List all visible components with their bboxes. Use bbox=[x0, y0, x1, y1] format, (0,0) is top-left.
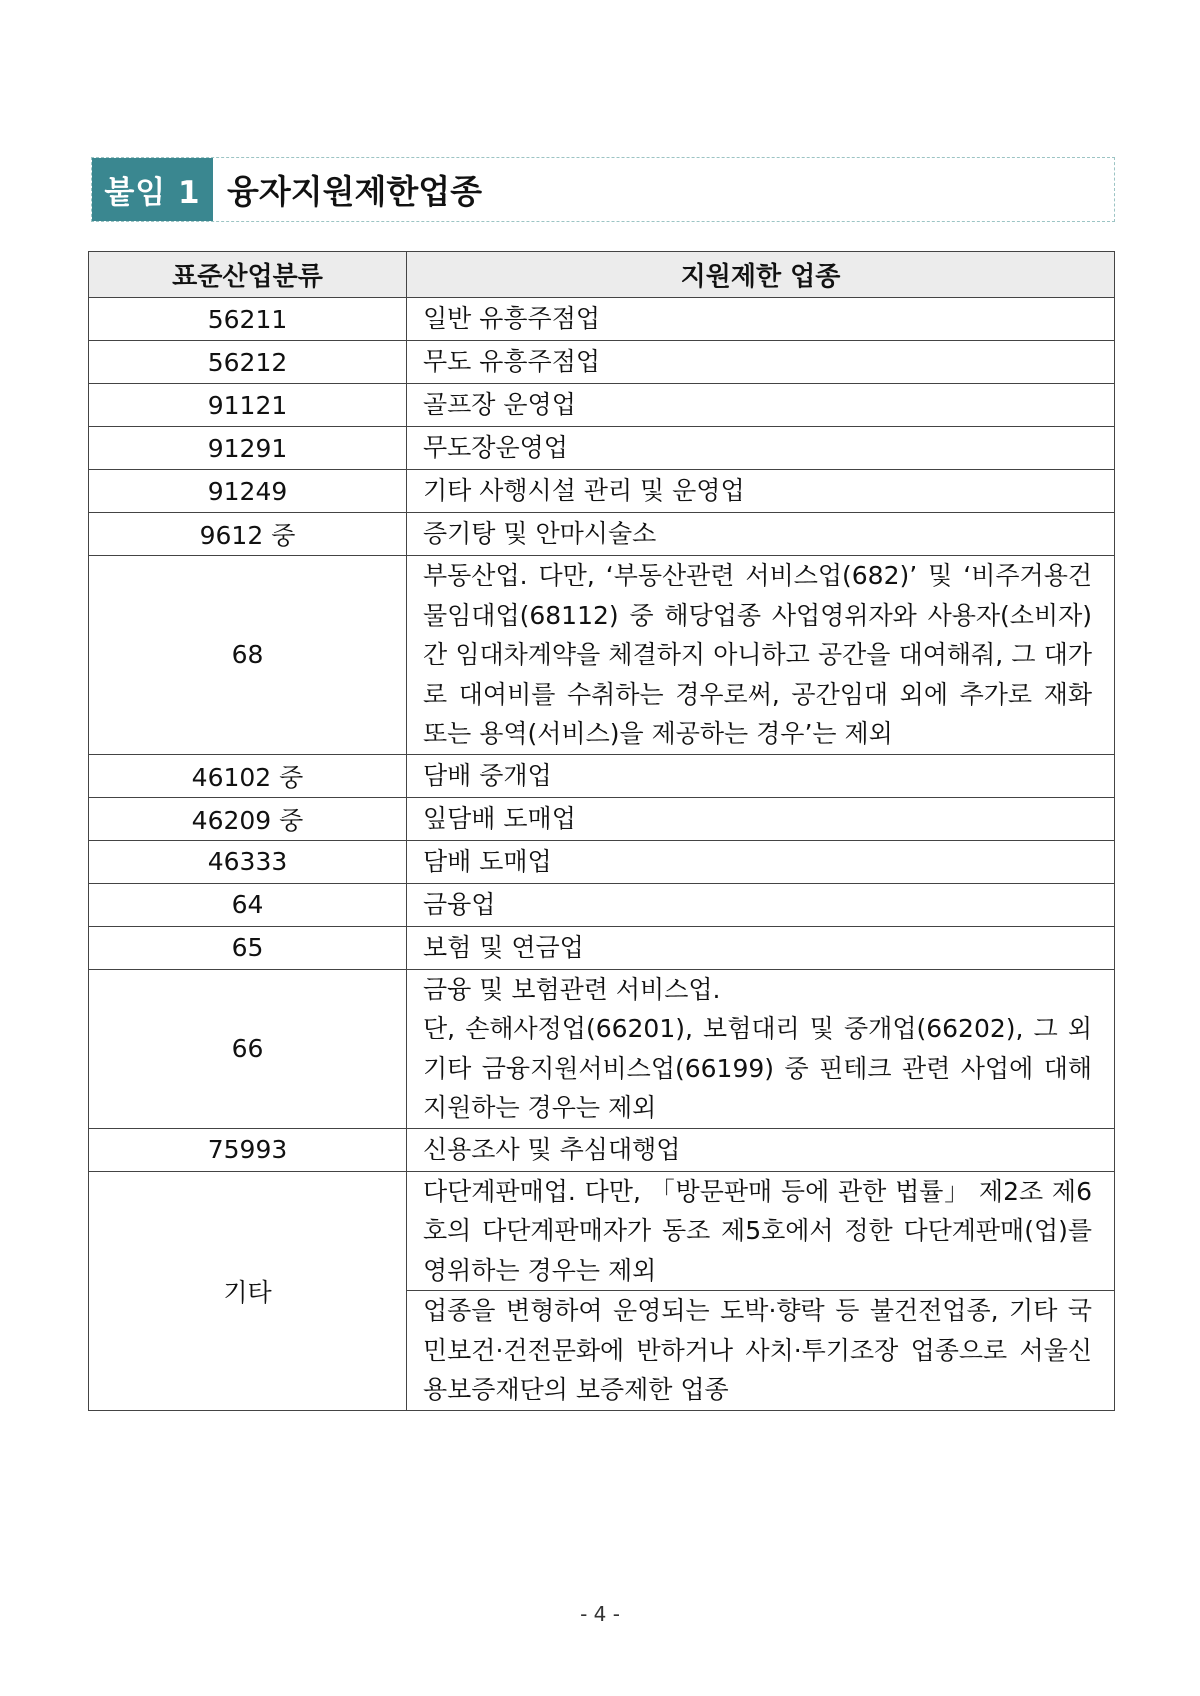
industry-code: 46102 중 bbox=[89, 754, 407, 797]
industry-description: 다단계판매업. 다만, 「방문판매 등에 관한 법률」 제2조 제6호의 다단계판매자가 동조 제5호에서 정한 다단계판매(업)를 영위하는 경우는 제외 bbox=[407, 1171, 1115, 1291]
industry-description: 무도 유흥주점업 bbox=[407, 341, 1115, 384]
industry-description: 기타 사행시설 관리 및 운영업 bbox=[407, 470, 1115, 513]
industry-code: 46333 bbox=[89, 840, 407, 883]
table-row bbox=[89, 1128, 1115, 1171]
industry-code: 91249 bbox=[89, 470, 407, 513]
description-line: 금융 및 보험관련 서비스업. bbox=[423, 974, 721, 1004]
industry-code: 91121 bbox=[89, 384, 407, 427]
table-row bbox=[89, 298, 1115, 341]
column-header-industry-code: 표준산업분류 bbox=[89, 252, 407, 298]
page-number: - 4 - bbox=[580, 1602, 620, 1626]
industry-description: 잎담배 도매업 bbox=[407, 797, 1115, 840]
table-header-row bbox=[89, 252, 1115, 298]
industry-code: 91291 bbox=[89, 427, 407, 470]
table-row bbox=[89, 427, 1115, 470]
industry-description: 담배 중개업 bbox=[407, 754, 1115, 797]
table-row bbox=[89, 384, 1115, 427]
industry-code: 56211 bbox=[89, 298, 407, 341]
industry-description: 일반 유흥주점업 bbox=[407, 298, 1115, 341]
attachment-tag: 붙임 1 bbox=[92, 158, 213, 221]
industry-code: 66 bbox=[89, 969, 407, 1128]
industry-description: 무도장운영업 bbox=[407, 427, 1115, 470]
table-row bbox=[89, 754, 1115, 797]
industry-description: 담배 도매업 bbox=[407, 840, 1115, 883]
table-row bbox=[89, 513, 1115, 556]
industry-description bbox=[407, 969, 1115, 1128]
attachment-title bbox=[91, 157, 1115, 222]
industry-code: 75993 bbox=[89, 1128, 407, 1171]
industry-code: 65 bbox=[89, 926, 407, 969]
industry-code: 9612 중 bbox=[89, 513, 407, 556]
industry-description: 업종을 변형하여 운영되는 도박·향락 등 불건전업종, 기타 국민보건·건전문화에 반하거나 사치·투기조장 업종으로 서울신용보증재단의 보증제한 업종 bbox=[407, 1291, 1115, 1411]
table-row bbox=[89, 556, 1115, 755]
table-row bbox=[89, 1171, 1115, 1291]
column-header-restricted-industry: 지원제한 업종 bbox=[407, 252, 1115, 298]
table-row bbox=[89, 840, 1115, 883]
industry-description: 보험 및 연금업 bbox=[407, 926, 1115, 969]
table-row bbox=[89, 883, 1115, 926]
description-line: 단, 손해사정업(66201), 보험대리 및 중개업(66202), 그 외 기타 금융지원서비스업(66199) 중 핀테크 관련 사업에 대해 지원하는 경우는 제외 bbox=[423, 1014, 1092, 1122]
industry-code: 기타 bbox=[89, 1171, 407, 1410]
restricted-industries-table bbox=[88, 251, 1115, 1411]
industry-description: 증기탕 및 안마시술소 bbox=[407, 513, 1115, 556]
table-row bbox=[89, 470, 1115, 513]
table-row bbox=[89, 341, 1115, 384]
table-row bbox=[89, 969, 1115, 1128]
industry-description: 금융업 bbox=[407, 883, 1115, 926]
industry-code: 68 bbox=[89, 556, 407, 755]
industry-description: 신용조사 및 추심대행업 bbox=[407, 1128, 1115, 1171]
attachment-title-text: 융자지원제한업종 bbox=[227, 172, 483, 211]
industry-code: 64 bbox=[89, 883, 407, 926]
table-row bbox=[89, 797, 1115, 840]
table-row bbox=[89, 926, 1115, 969]
industry-code: 46209 중 bbox=[89, 797, 407, 840]
industry-description: 골프장 운영업 bbox=[407, 384, 1115, 427]
industry-description: 부동산업. 다만, ‘부동산관련 서비스업(682)’ 및 ‘비주거용건물임대업(68112) 중 해당업종 사업영위자와 사용자(소비자)간 임대차계약을 체결하지 아니하고 공간을 대여해줘, 그 대가로 대여비를 수취하는 경우로써, 공간임대 외에 추가로 재화 또는 용역(서비스)을 제공하는 경우’는 제외 bbox=[407, 556, 1115, 755]
industry-code: 56212 bbox=[89, 341, 407, 384]
